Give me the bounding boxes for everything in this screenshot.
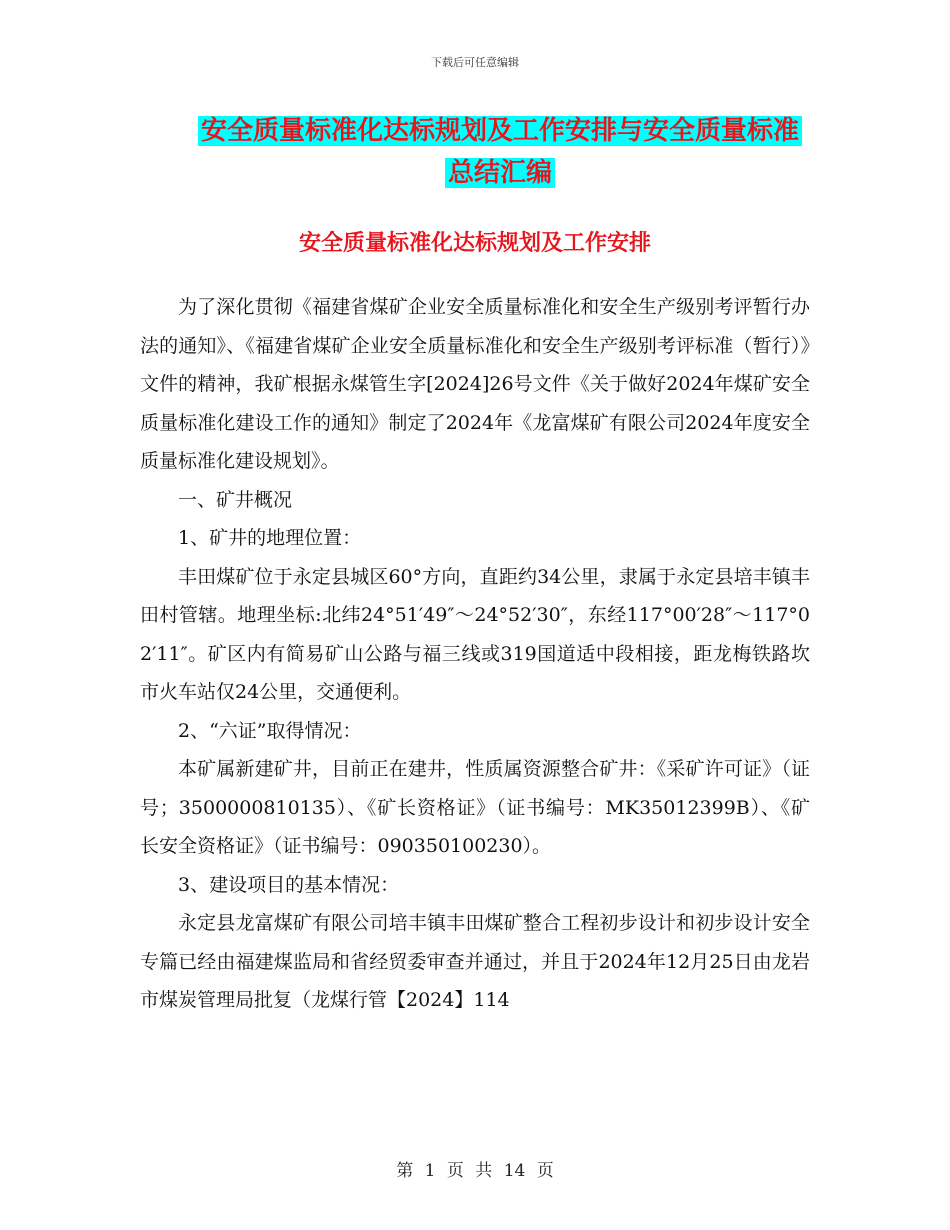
document-body bbox=[140, 288, 810, 1020]
document-title bbox=[190, 110, 810, 194]
heading-location: 1、矿井的地理位置： bbox=[178, 527, 362, 549]
paragraph-location: 丰田煤矿位于永定县城区60°方向，直距约34公里，隶属于永定县培丰镇丰田村管辖。地理坐标:北纬24°51′49″～24°52′30″，东经117°00′28″～117°02′11″。矿区内有简易矿山公路与福三线或319国道适中段相接，距龙梅铁路坎市火车站仅24公里，交通便利。 bbox=[140, 565, 810, 703]
title-line-2: 总结汇编 bbox=[445, 158, 555, 188]
heading-mine-overview: 一、矿井概况 bbox=[178, 488, 293, 511]
paragraph-intro: 为了深化贯彻《福建省煤矿企业安全质量标准化和安全生产级别考评暂行办法的通知》、《福建省煤矿企业安全质量标准化和安全生产级别考评标准（暂行）》文件的精神，我矿根据永煤管生字[2024]26号文件《关于做好2024年煤矿安全质量标准化建设工作的通知》制定了2024年《龙富煤矿有限公司2024年度安全质量标准化建设规划》。 bbox=[140, 296, 810, 472]
paragraph-certificates: 本矿属新建矿井，目前正在建井，性质属资源整合矿井：《采矿许可证》（证号；3500000810135）、《矿长资格证》（证书编号：MK35012399B）、《矿长安全资格证》（证书编号：090350100230）。 bbox=[140, 758, 810, 857]
heading-certificates: 2、“六证”取得情况： bbox=[178, 719, 362, 742]
title-line-1: 安全质量标准化达标规划及工作安排与安全质量标准 bbox=[198, 116, 802, 146]
heading-project: 3、建设项目的基本情况： bbox=[178, 873, 400, 896]
header-note: 下载后可任意编辑 bbox=[431, 56, 519, 69]
section-title: 安全质量标准化达标规划及工作安排 bbox=[298, 231, 651, 256]
paragraph-project: 永定县龙富煤矿有限公司培丰镇丰田煤矿整合工程初步设计和初步设计安全专篇已经由福建煤监局和省经贸委审查并通过，并且于2024年12月25日由龙岩市煤炭管理局批复（龙煤行管【2024】114 bbox=[140, 912, 810, 1011]
page-footer: 第 1 页 共 14 页 bbox=[396, 1161, 554, 1181]
